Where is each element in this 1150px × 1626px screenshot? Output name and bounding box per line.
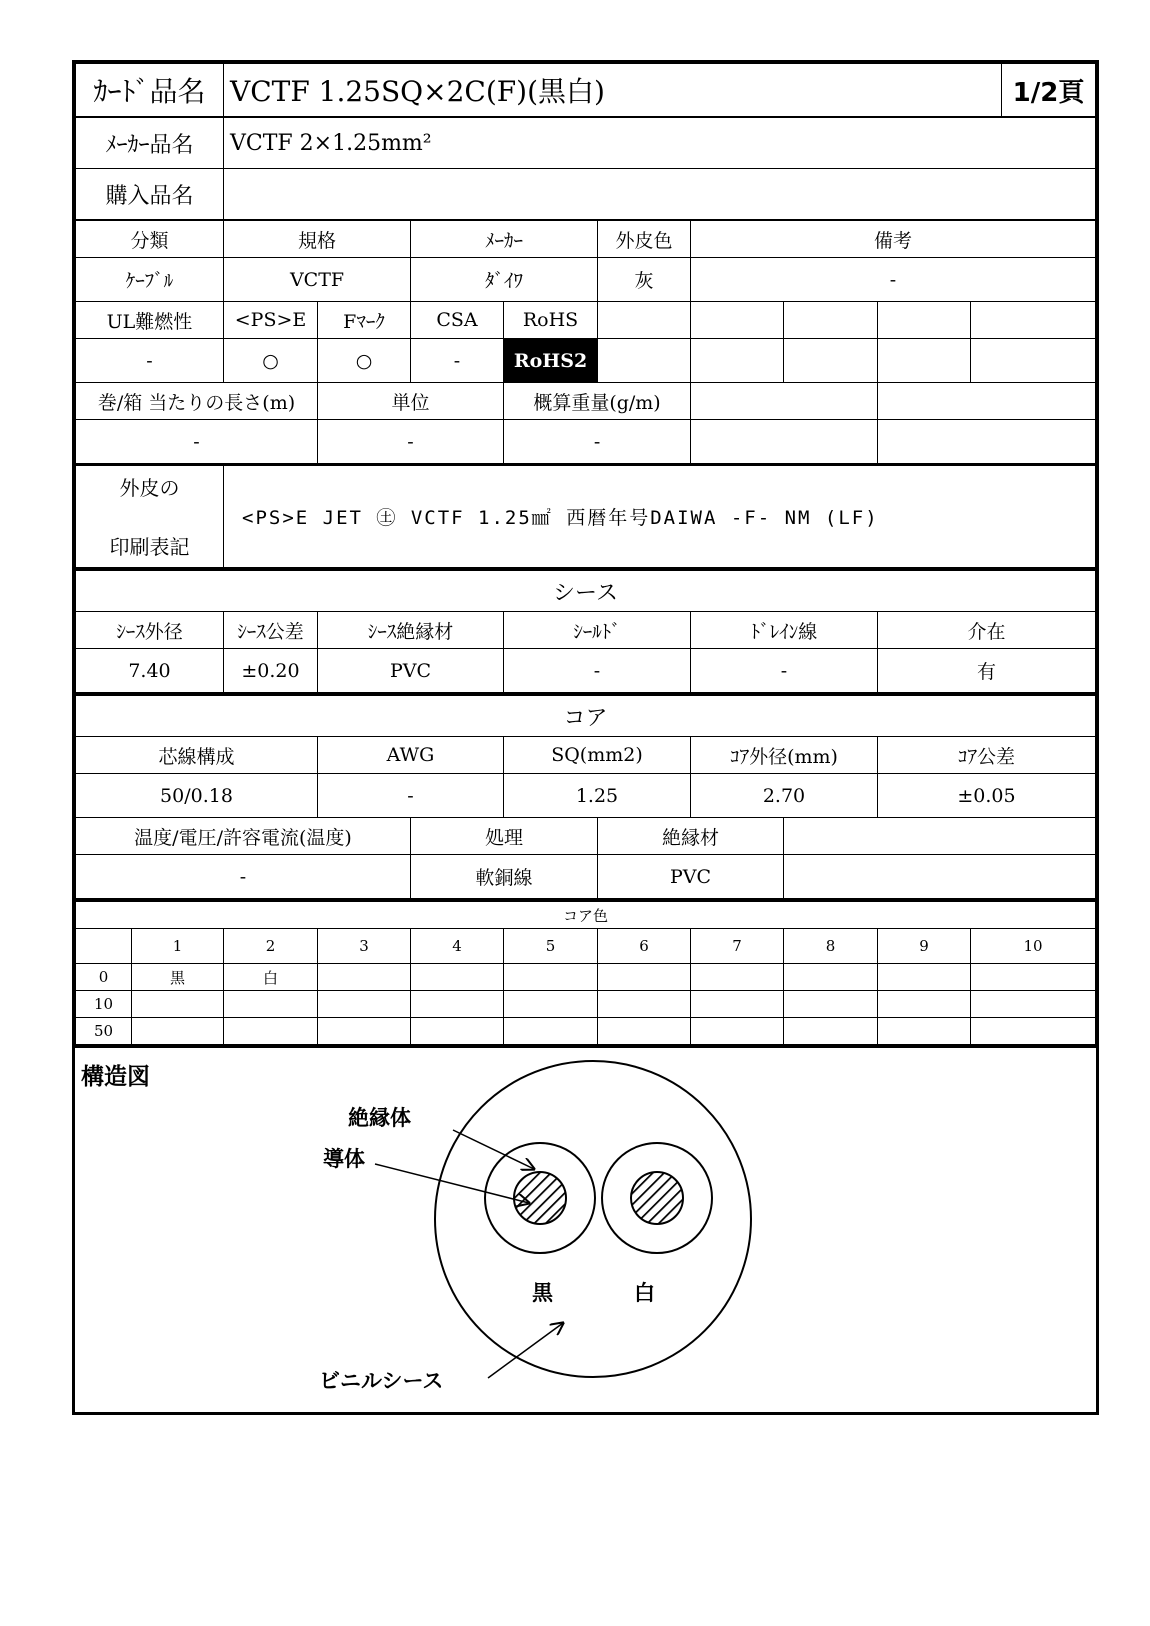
cert-value: - [411,339,504,383]
sheath-header: ｼｰｽ公差 [224,612,318,649]
cert-header: <PS>E [224,302,318,339]
core-value: - [318,774,504,818]
main-grid [75,220,1096,568]
core-color-col: 3 [318,929,411,964]
printing-label-bottom: 印刷表記 [109,535,190,559]
core-value: 1.25 [504,774,691,818]
info-value: ｹｰﾌﾞﾙ [76,258,224,302]
info-header: 規格 [224,221,411,258]
conductor-arrow [375,1164,529,1203]
core-table [75,693,1096,899]
core-color-cell [691,964,784,991]
core-color-row [76,1018,1096,1045]
sheath-circle [435,1061,751,1377]
core-black-label: 黒 [532,1281,553,1305]
core-color-col: 10 [971,929,1096,964]
info-header: 備考 [691,221,1096,258]
info-header: ﾒｰｶｰ [411,221,598,258]
length-header: 単位 [318,383,504,420]
core-color-col: 6 [598,929,691,964]
core-header: AWG [318,737,504,774]
card-name-value: VCTF 1.25SQ×2C(F)(黒白) [224,64,1002,117]
rohs-badge: RoHS2 [504,339,598,383]
sheath-value: 7.40 [76,649,224,693]
core-color-col: 8 [784,929,878,964]
core-color-col: 5 [504,929,598,964]
cert-value: ○ [224,339,318,383]
core-color-cell: 黒 [132,964,224,991]
sheath-value: - [691,649,878,693]
core-color-cell [598,964,691,991]
core-header: 芯線構成 [76,737,318,774]
card-name-label: ｶｰﾄﾞ品名 [76,64,224,117]
cert-value: ○ [318,339,411,383]
maker-name-value: VCTF 2×1.25mm² [224,118,1096,169]
core-color-cell [784,964,878,991]
info-header: 外皮色 [598,221,691,258]
length-header: 概算重量(g/m) [504,383,691,420]
sheath-value: PVC [318,649,504,693]
core-color-col: 2 [224,929,318,964]
sheath-value: ±0.20 [224,649,318,693]
cert-header: Fﾏｰｸ [318,302,411,339]
insulator-arrow [453,1130,534,1169]
core-title: コア [76,695,1096,737]
conductor-label: 導体 [323,1147,365,1171]
core-white-label: 白 [634,1281,655,1305]
core-header: ｺｱ公差 [878,737,1096,774]
sheath-arrow [488,1323,563,1378]
info-value: 灰 [598,258,691,302]
sheath-value: - [504,649,691,693]
insulator-label: 絶縁体 [348,1106,411,1130]
structure-diagram [75,1045,1096,1412]
core-color-cell [318,964,411,991]
cert-header: CSA [411,302,504,339]
header-table [75,63,1096,117]
core-color-col: 9 [878,929,971,964]
length-header: 巻/箱 当たりの長さ(m) [76,383,318,420]
printing-label [76,465,224,568]
core-header2: 温度/電圧/許容電流(温度) [76,818,411,855]
sheath-header: ｼｰｽ外径 [76,612,224,649]
sheath-label: ビニルシース [319,1369,444,1393]
core-color-cell [878,964,971,991]
core-color-row-label: 0 [76,964,132,991]
core-value: 2.70 [691,774,878,818]
core-color-col: 1 [132,929,224,964]
page-number: 1/2頁 [1002,64,1096,117]
core-value: ±0.05 [878,774,1096,818]
purchase-name-label: 購入品名 [76,169,224,220]
diagram-title: 構造図 [81,1064,150,1090]
core-color-title: コア色 [76,901,1096,929]
length-value: - [318,420,504,465]
info-value: VCTF [224,258,411,302]
core-color-row-label: 10 [76,991,132,1018]
sheath-header: ｼｰﾙﾄﾞ [504,612,691,649]
sheath-title: シース [76,570,1096,612]
length-value: - [504,420,691,465]
core-value2: PVC [598,855,784,899]
purchase-name-value [224,169,1096,220]
printing-label-top: 外皮の [119,476,180,500]
maker-name-label: ﾒｰｶｰ品名 [76,118,224,169]
cert-header: UL難燃性 [76,302,224,339]
core-value2: - [76,855,411,899]
info-value: ﾀﾞｲﾜ [411,258,598,302]
spec-sheet [72,60,1099,1415]
core-value2: 軟銅線 [411,855,598,899]
conductor-black [514,1172,566,1224]
core-header: SQ(mm2) [504,737,691,774]
core-header2: 処理 [411,818,598,855]
sheath-header: ﾄﾞﾚｲﾝ線 [691,612,878,649]
core-color-table [75,899,1096,1045]
core-color-col: 4 [411,929,504,964]
core-color-row-label: 50 [76,1018,132,1045]
core-color-col: 7 [691,929,784,964]
core-color-row [76,991,1096,1018]
maker-table [75,117,1096,220]
cable-cross-section [75,1048,1096,1412]
core-color-cell [971,964,1096,991]
core-color-row [76,964,1096,991]
info-header: 分類 [76,221,224,258]
sheath-header: ｼｰｽ絶縁材 [318,612,504,649]
sheath-table [75,568,1096,693]
core-header2: 絶縁材 [598,818,784,855]
core-color-cell [504,964,598,991]
core-header: ｺｱ外径(mm) [691,737,878,774]
length-value: - [76,420,318,465]
conductor-white [631,1172,683,1224]
core-value: 50/0.18 [76,774,318,818]
sheath-value: 有 [878,649,1096,693]
sheath-header: 介在 [878,612,1096,649]
printing-value: <PS>E JET ㊏ VCTF 1.25㎟ 西暦年号DAIWA -F- NM (LF) [224,465,1096,568]
core-color-cell: 白 [224,964,318,991]
cert-value: - [76,339,224,383]
info-value: - [691,258,1096,302]
core-color-cell [411,964,504,991]
cert-header: RoHS [504,302,598,339]
